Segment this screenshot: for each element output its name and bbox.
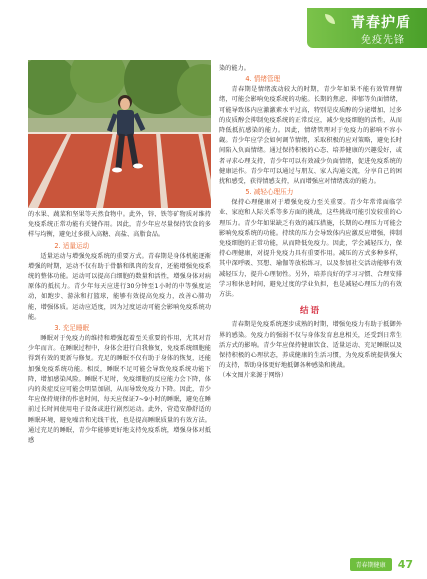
section-title-exercise: 2. 适量运动 xyxy=(54,241,90,250)
page-number: 47 xyxy=(397,557,413,571)
conclusion-body: 青春期是免疫系统逐步成熟的时期，增强免疫力有助于抵御外界的感染。免疫力的强弱不仅与身体发育息息相关，还受到日常生活方式的影响。青少年应保持健康饮食、适量运动、充足睡眠以及保持积极的心理状态，养成健康的生活习惯，为免疫系统提供强大的支持，帮助身体更好地抵御各种感染和挑战。 xyxy=(219,321,402,370)
section-title-stress: 5. 减轻心理压力 xyxy=(245,188,294,197)
right-intro-paragraph: 染的能力。 xyxy=(219,65,250,72)
section-title-sleep: 3. 充足睡眠 xyxy=(54,324,90,333)
conclusion-title: 结语 xyxy=(299,306,321,317)
right-column xyxy=(219,64,402,382)
page-header xyxy=(0,0,427,52)
left-intro-paragraph: 的水果、蔬菜和坚果等天然食物中。此外，锌、铁等矿物质对维持免疫系统正常功能有关键作用。因此，青少年应尽量保持饮食的多样与均衡，避免过多摄入高糖、高盐、高脂食品。 xyxy=(28,211,211,239)
image-source-note: （本文图片来源于网络） xyxy=(219,372,288,380)
magazine-name: 青春期健康 xyxy=(350,558,392,571)
running-photo xyxy=(28,60,211,208)
header-subtitle: 免疫先锋 xyxy=(361,35,405,46)
page-footer xyxy=(350,557,413,571)
section-body-stress: 保持心理健康对于增强免疫力至关重要。青少年常常面临学业、家庭和人际关系等多方面的挑战，这些挑战可能引发较重的心理压力。青少年如果缺乏有效的减压措施，长期的心理压力可能会影响免疫系统的功能。持续的压力会导致体内应激反应增强，抑制免疫细胞的正常功能，从而降低免疫力。因此，学会减轻压力，保持心理健康，对提升免疫力具有重要作用。减压的方式多种多样，其中深呼吸、冥想、瑜伽等放松练习，以及参加社交活动能够有效减轻压力，提升心理韧性。另外，培养良好的学习习惯、合理安排学习和休息时间，避免过度的学业负担，也是减轻心理压力的有效方法。 xyxy=(219,199,402,299)
running-girl-illustration xyxy=(28,60,211,208)
header-title: 青春护盾 xyxy=(351,15,411,31)
section-body-sleep: 睡眠对于免疫力的维持和增强起着至关重要的作用，尤其对青少年而言。在睡眠过程中，身体会进行自我修复，免疫系统细胞能得到有效的更新与修复。充足的睡眠不仅有助于身体的恢复，还能加强免疫系统功能。相反，睡眠不足可能会导致免疫系统功能下降，增加感染风险。睡眠不足时，免疫细胞的反应能力会下降，体内的炎症反应可能会明显加剧，从而导致免疫力下降。因此，青少年应保持规律的作息时间，每天应保证7~9小时的睡眠，避免在睡前过长时间使用电子设备或进行剧烈运动。此外，营造安静舒适的睡眠环境，避免噪音和光线干扰，也是提高睡眠质量的有效方法。通过充足的睡眠，青少年能够更好地支持免疫系统，增强身体对抵感 xyxy=(28,335,211,445)
section-body-exercise: 适量运动与增强免疫系统的重要方式。青春期是身体机能逐渐增强的时期，运动不仅有助于骨骼和肌肉的发育，还能增强免疫系统的整体功能。运动可以提高白细胞的数量和活性，增强身体对病原体的抵抗力。青少年每天应进行30分钟至1小时的中等强度运动，如跑步、游泳和打篮球，能够有效提高免疫力，改善心肺功能，增强体质。运动应适度，因为过度运动可能会影响免疫系统功能。 xyxy=(28,252,211,321)
left-column xyxy=(28,210,211,446)
section-body-emotion: 青春期是情绪波动较大的时期，青少年如果不能有效管理情绪，可能会影响免疫系统的功能。长期的焦虑、抑郁等负面情绪，可能导致体内应激激素水平过高，特别是皮质醇的分泌增加，过多的皮质醇会抑制免疫系统的正常反应，减少免疫细胞的活性，从而降低抵抗感染的能力。因此，情绪管理对于免疫力的影响不容小觑。青少年应学会如何调节情绪，采取积极的应对策略，避免长时间陷入负面情绪。通过保持积极的心态、培养健康的兴趣爱好，或者寻求心理支持，青少年可以有效减少负面情绪，促进免疫系统的健康运作。青少年可以通过与朋友、家人沟通交流，分享自己的困扰和感受，获得情感支持，从而增强应对情绪波动的能力。 xyxy=(219,86,402,186)
section-title-emotion: 4. 情绪管理 xyxy=(245,75,281,84)
